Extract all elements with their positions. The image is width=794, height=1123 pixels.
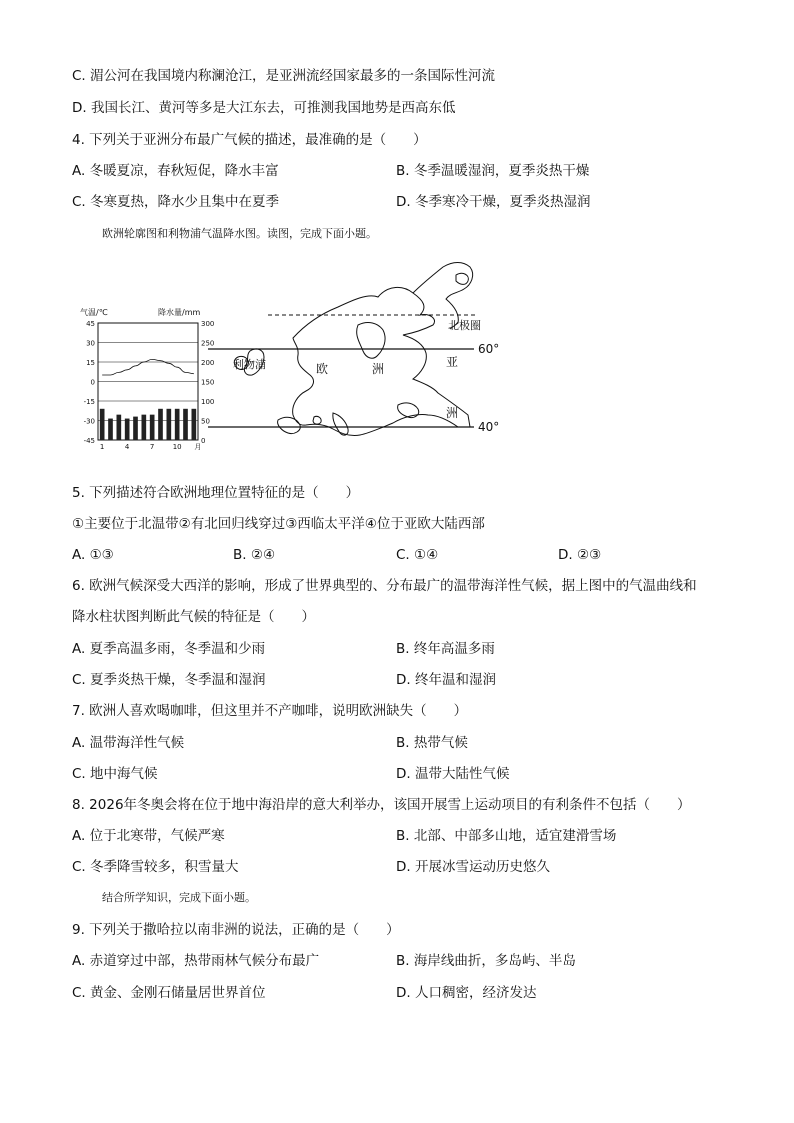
latitude-40-label: 40°	[478, 420, 500, 434]
precip-bar	[125, 419, 130, 440]
month-tick-label: 10	[172, 443, 182, 451]
precip-bar	[133, 417, 138, 440]
question-4-stem: 4. 下列关于亚洲分布最广气候的描述，最准确的是（ ）	[72, 132, 427, 148]
month-tick-label: 7	[149, 443, 155, 451]
precip-tick-label: 300	[201, 320, 215, 328]
q4-option-b[interactable]: B. 冬季温暖湿润，夏季炎热干燥	[396, 163, 590, 179]
temp-tick-label: 0	[90, 378, 95, 387]
liverpool-climate-chart	[80, 307, 214, 451]
month-tick-label: 月	[194, 443, 202, 451]
q7-option-c[interactable]: C. 地中海气候	[72, 766, 158, 782]
asia-label-2: 洲	[446, 406, 459, 420]
temperature-curve	[102, 359, 194, 375]
q8-option-b[interactable]: B. 北部、中部多山地，适宜建滑雪场	[396, 828, 617, 844]
temp-tick-label: -30	[83, 417, 95, 426]
europe-figure	[78, 255, 508, 455]
precip-bar	[183, 409, 188, 440]
q5-statements: ①主要位于北温带②有北回归线穿过③西临太平洋④位于亚欧大陆西部	[72, 516, 485, 532]
q6-option-b[interactable]: B. 终年高温多雨	[396, 641, 495, 657]
q9-option-b[interactable]: B. 海岸线曲折，多岛屿、半岛	[396, 953, 576, 969]
month-tick-label: 1	[99, 443, 105, 451]
precip-tick-label: 150	[201, 378, 215, 387]
temp-tick-label: -15	[83, 398, 95, 406]
italy-outline	[333, 413, 348, 435]
europe-label-1: 欧	[316, 362, 329, 376]
month-tick-label: 4	[124, 443, 130, 451]
asia-label-1: 亚	[446, 355, 459, 369]
q7-option-b[interactable]: B. 热带气候	[396, 735, 468, 751]
precip-bar	[150, 415, 155, 440]
temp-tick-label: -45	[83, 437, 95, 445]
precip-bar	[142, 415, 147, 440]
q4-option-c[interactable]: C. 冬寒夏热，降水少且集中在夏季	[72, 194, 280, 210]
q6-option-d[interactable]: D. 终年温和湿润	[396, 672, 496, 688]
iberia-outline	[278, 417, 301, 433]
precip-bar	[108, 419, 113, 440]
q5-option-b[interactable]: B. ②④	[233, 547, 276, 563]
temp-axis-label: 气温/℃	[80, 308, 108, 317]
q7-option-a[interactable]: A. 温带海洋性气候	[72, 735, 185, 751]
europe-figure-svg	[78, 255, 508, 455]
q7-option-d[interactable]: D. 温带大陆性气候	[396, 766, 510, 782]
precip-bar	[167, 409, 172, 440]
europe-map	[208, 263, 499, 436]
precip-tick-label: 0	[201, 437, 206, 445]
precip-tick-label: 100	[201, 398, 215, 406]
q9-option-c[interactable]: C. 黄金、金刚石储量居世界首位	[72, 985, 266, 1001]
q9-option-a[interactable]: A. 赤道穿过中部，热带雨林气候分布最广	[72, 953, 320, 969]
question-8-stem: 8. 2026年冬奥会将在位于地中海沿岸的意大利举办，该国开展雪上运动项目的有利条件不包括（ ）	[72, 797, 691, 813]
question-7-stem: 7. 欧洲人喜欢喝咖啡，但这里并不产咖啡，说明欧洲缺失（ ）	[72, 703, 468, 719]
question-5-stem: 5. 下列描述符合欧洲地理位置特征的是（ ）	[72, 485, 360, 501]
latitude-60-label: 60°	[478, 342, 500, 356]
q8-option-c[interactable]: C. 冬季降雪较多，积雪量大	[72, 859, 239, 875]
europe-label-2: 洲	[372, 362, 385, 376]
island-outline	[313, 416, 321, 424]
precip-bar	[192, 409, 197, 440]
precip-axis-label: 降水量/mm	[158, 308, 201, 317]
question-6-stem-line1: 6. 欧洲气候深受大西洋的影响，形成了世界典型的、分布最广的温带海洋性气候，据上图中的气温曲线和	[72, 578, 697, 594]
temp-tick-label: 30	[86, 339, 95, 348]
q6-option-a[interactable]: A. 夏季高温多雨，冬季温和少雨	[72, 641, 266, 657]
precip-tick-label: 50	[201, 417, 210, 426]
question-9-stem: 9. 下列关于撒哈拉以南非洲的说法，正确的是（ ）	[72, 922, 400, 938]
q8-option-d[interactable]: D. 开展冰雪运动历史悠久	[396, 859, 550, 875]
liverpool-label: 利物浦	[233, 358, 266, 371]
q6-option-c[interactable]: C. 夏季炎热干燥，冬季温和湿润	[72, 672, 266, 688]
precip-bar	[175, 409, 180, 440]
scandinavia-outline	[357, 323, 385, 359]
intro-europe: 欧洲轮廓图和利物浦气温降水图。读图，完成下面小题。	[102, 227, 377, 240]
q5-option-d[interactable]: D. ②③	[558, 547, 602, 563]
q9-option-d[interactable]: D. 人口稠密，经济发达	[396, 985, 537, 1001]
precip-tick-label: 200	[201, 359, 215, 367]
intro-africa: 结合所学知识，完成下面小题。	[102, 891, 256, 904]
temp-tick-label: 15	[86, 359, 95, 367]
arctic-circle-label: 北极圈	[448, 319, 481, 332]
q4-option-a[interactable]: A. 冬暖夏凉，春秋短促，降水丰富	[72, 163, 279, 179]
question-6-stem-line2: 降水柱状图判断此气候的特征是（ ）	[72, 609, 315, 625]
q5-option-c[interactable]: C. ①④	[396, 547, 439, 563]
temp-tick-label: 45	[86, 320, 95, 328]
q5-option-a[interactable]: A. ①③	[72, 547, 114, 563]
q4-option-d[interactable]: D. 冬季寒冷干燥，夏季炎热湿润	[396, 194, 591, 210]
precip-bar	[158, 409, 163, 440]
q3-option-c[interactable]: C. 湄公河在我国境内称澜沧江，是亚洲流经国家最多的一条国际性河流	[72, 68, 496, 84]
precip-bar	[117, 415, 122, 440]
q3-option-d[interactable]: D. 我国长江、黄河等多是大江东去，可推测我国地势是西高东低	[72, 100, 456, 116]
precip-tick-label: 250	[201, 339, 215, 348]
novaya-zemlya-outline	[456, 273, 468, 284]
precip-bar	[100, 409, 105, 440]
q8-option-a[interactable]: A. 位于北寒带，气候严寒	[72, 828, 225, 844]
